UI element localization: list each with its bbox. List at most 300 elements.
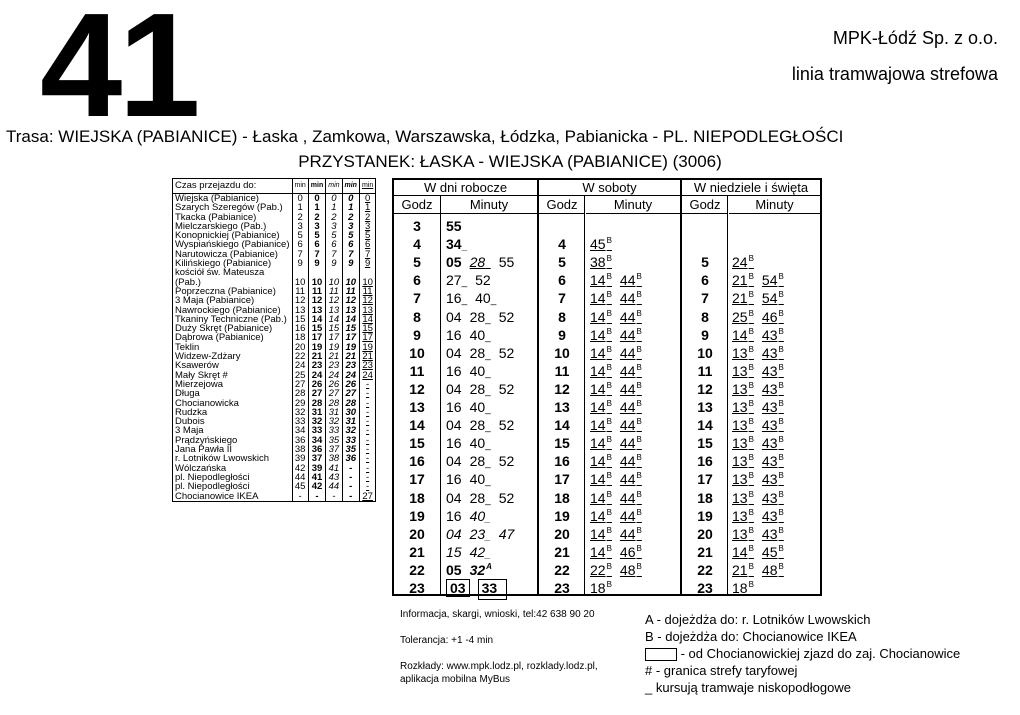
travel-time: 26 xyxy=(308,380,325,389)
minute-footnote: B xyxy=(748,453,754,463)
travel-stop-name: r. Lotników Lwowskich xyxy=(173,454,293,463)
minute-value: 04 xyxy=(446,344,462,361)
departure-minute xyxy=(620,489,642,507)
minutes-cell xyxy=(446,253,522,271)
minute-value: 40 xyxy=(469,507,486,524)
minute-footnote: B xyxy=(606,453,612,463)
minute-footnote: B xyxy=(748,380,754,390)
minute-value: 28 xyxy=(469,254,486,271)
travel-time: 35 xyxy=(326,436,342,445)
minute-footnote: B xyxy=(778,308,784,318)
hour-cell: 9 xyxy=(701,326,709,343)
departure-minute xyxy=(590,308,612,326)
minute-value: 40 xyxy=(469,471,486,488)
minute-value: 16 xyxy=(446,290,462,307)
travel-time: - xyxy=(292,492,308,502)
minute-value: 43 xyxy=(761,507,778,524)
travel-time: - xyxy=(359,380,375,389)
hour-cell: 14 xyxy=(409,417,425,434)
travel-time: 2 xyxy=(326,213,342,222)
low-floor-mark: _ xyxy=(485,422,491,434)
travel-time: 37 xyxy=(308,454,325,463)
departure-minute xyxy=(446,344,462,362)
minute-footnote: B xyxy=(606,254,612,264)
minute-value: 54 xyxy=(761,272,778,289)
travel-time: 21 xyxy=(326,352,342,361)
minute-value: 16 xyxy=(446,471,462,488)
travel-time: 14 xyxy=(359,315,375,324)
legend-b: B - dojeżdża do: Chocianowice IKEA xyxy=(645,629,857,644)
departure-minute xyxy=(732,489,754,507)
minute-value: 13 xyxy=(732,399,748,415)
legend-box-row xyxy=(645,646,960,661)
minutes-cell xyxy=(732,289,792,307)
travel-time: 2 xyxy=(359,213,375,222)
travel-time: 27 xyxy=(326,389,342,398)
departure-minute xyxy=(732,434,754,452)
minutes-cell xyxy=(590,326,650,344)
minute-value: 44 xyxy=(619,471,636,488)
travel-stop-name: kościół św. Mateusza xyxy=(173,268,293,277)
minute-footnote: A xyxy=(486,561,492,571)
travel-time: 33 xyxy=(342,436,359,445)
minute-value: 52 xyxy=(475,272,491,289)
minute-footnote: B xyxy=(636,543,642,553)
travel-stop-name: Prądzyńskiego xyxy=(173,436,293,445)
departure-minute xyxy=(590,253,612,271)
departure-minute xyxy=(732,398,754,416)
minute-value: 52 xyxy=(498,453,515,470)
minute-value: 05 xyxy=(446,254,462,271)
departure-minute xyxy=(620,344,642,362)
minute-footnote: B xyxy=(636,507,642,517)
minutes-cell xyxy=(590,525,650,543)
minute-footnote: B xyxy=(778,272,784,282)
route-description: Trasa: WIEJSKA (PABIANICE) - Łaska , Zamkowa, Warszawska, Łódzka, Pabianicka - PL. NIEPODLEGŁOŚCI xyxy=(6,127,844,146)
stop-title: PRZYSTANEK: ŁASKA - WIEJSKA (PABIANICE) (3006) xyxy=(298,152,722,171)
travel-time: 11 xyxy=(342,287,359,296)
minutes-cell xyxy=(446,507,499,525)
travel-time: 24 xyxy=(342,371,359,380)
minute-value: 28 xyxy=(469,417,486,434)
hour-cell: 10 xyxy=(554,344,570,361)
minute-footnote: B xyxy=(606,525,612,535)
minute-value: 44 xyxy=(619,417,636,434)
minute-value: 43 xyxy=(761,453,778,470)
travel-time: 9 xyxy=(292,259,308,268)
minute-value: 15 xyxy=(446,543,462,560)
travel-time: 15 xyxy=(326,324,342,333)
low-floor-mark: _ xyxy=(485,259,491,271)
low-floor-mark: _ xyxy=(485,548,491,560)
travel-time-table xyxy=(172,178,376,502)
minutes-cell xyxy=(446,308,522,326)
hour-cell: 5 xyxy=(701,254,709,271)
hour-cell: 8 xyxy=(701,308,709,325)
departure-minute xyxy=(446,217,462,235)
minutes-cell xyxy=(446,470,499,488)
travel-time: 11 xyxy=(326,287,342,296)
travel-time: 19 xyxy=(359,343,375,352)
travel-time: - xyxy=(359,473,375,482)
minute-value: 44 xyxy=(619,290,636,307)
minute-value: 43 xyxy=(761,525,778,542)
minutes-cell xyxy=(590,579,620,597)
departure-minute xyxy=(732,271,754,289)
departure-minute xyxy=(446,470,462,488)
minute-value: 04 xyxy=(446,525,462,542)
departure-minute xyxy=(732,561,754,579)
minute-value: 21 xyxy=(732,290,748,307)
minute-value: 28 xyxy=(469,489,486,506)
minute-value: 40 xyxy=(469,435,486,452)
hour-cell: 18 xyxy=(554,489,570,506)
hour-cell: 22 xyxy=(554,561,570,578)
minute-value: 13 xyxy=(732,362,748,379)
travel-time: 13 xyxy=(292,306,308,315)
travel-stop-name: Ksawerów xyxy=(173,361,293,370)
minute-footnote: B xyxy=(606,362,612,372)
minute-value: 04 xyxy=(446,417,462,434)
minute-value: 16 xyxy=(446,362,462,379)
travel-time: 23 xyxy=(342,361,359,370)
minute-footnote: B xyxy=(748,254,754,264)
minutes-cell xyxy=(446,561,500,579)
travel-time: 26 xyxy=(342,380,359,389)
travel-time: 21 xyxy=(342,352,359,361)
departure-minute xyxy=(590,344,612,362)
minute-value: 34 xyxy=(446,236,462,253)
departure-minute xyxy=(762,470,784,488)
minutes-cell xyxy=(446,326,499,344)
minute-value: 47 xyxy=(498,525,515,542)
travel-time: 20 xyxy=(292,343,308,352)
minute-value: 40 xyxy=(475,290,491,307)
travel-time: 3 xyxy=(292,222,308,231)
travel-stop-name: Wólczańska xyxy=(173,464,293,473)
travel-stop-name: Narutowicza (Pabianice) xyxy=(173,250,293,259)
travel-time: 3 xyxy=(359,222,375,231)
minute-footnote: B xyxy=(606,308,612,318)
minute-footnote: B xyxy=(606,507,612,517)
departure-minute xyxy=(762,561,784,579)
departure-minute xyxy=(446,525,462,543)
travel-time: 27 xyxy=(308,389,325,398)
minute-value: 23 xyxy=(469,525,486,542)
travel-stop-name: Kilińskiego (Pabianice) xyxy=(173,259,293,268)
minute-footnote: B xyxy=(748,362,754,372)
schedules-info-1: Rozkłady: www.mpk.lodz.pl, rozklady.lodz.pl, xyxy=(400,661,598,672)
travel-time: 0 xyxy=(292,194,308,204)
departure-minute xyxy=(620,525,642,543)
minute-footnote: B xyxy=(636,417,642,427)
saturday-hour-label: Godz xyxy=(539,196,585,214)
minute-value: 14 xyxy=(590,272,606,289)
travel-time: 2 xyxy=(308,213,325,222)
minutes-cell xyxy=(446,416,522,434)
departure-minute xyxy=(762,289,784,307)
hour-cell: 7 xyxy=(413,290,421,307)
minute-footnote: B xyxy=(778,326,784,336)
low-floor-mark: _ xyxy=(497,585,503,596)
departure-minute xyxy=(499,344,515,362)
minute-value: 24 xyxy=(732,254,748,271)
travel-caption: Czas przejazdu do: xyxy=(173,179,293,194)
minute-value: 14 xyxy=(732,326,748,343)
travel-time: 6 xyxy=(292,240,308,249)
travel-time: 39 xyxy=(292,454,308,463)
travel-time: 13 xyxy=(326,306,342,315)
departure-minute xyxy=(590,543,612,561)
minute-value: 43 xyxy=(761,435,778,452)
travel-stop-name: Chocianowicka xyxy=(173,399,293,408)
low-floor-mark: _ xyxy=(485,512,491,524)
departure-minute xyxy=(590,380,612,398)
hour-cell: 10 xyxy=(409,344,425,361)
minute-value: 44 xyxy=(619,272,636,289)
departure-minute xyxy=(499,525,515,543)
departure-minute xyxy=(762,362,784,380)
travel-time: 2 xyxy=(342,213,359,222)
sunday-hour-label: Godz xyxy=(682,196,728,214)
minutes-cell xyxy=(732,308,792,326)
travel-time: - xyxy=(308,492,325,502)
low-floor-mark: _ xyxy=(461,241,468,253)
travel-time: 0 xyxy=(342,194,359,204)
departure-minute xyxy=(446,326,462,344)
minute-value: 04 xyxy=(446,489,462,506)
travel-time: 5 xyxy=(342,231,359,240)
hour-cell: 12 xyxy=(409,380,425,397)
departure-minute xyxy=(590,525,612,543)
minutes-cell xyxy=(590,235,620,253)
hour-cell: 6 xyxy=(558,272,566,289)
travel-time: 38 xyxy=(326,454,342,463)
minutes-cell xyxy=(590,452,650,470)
minutes-cell xyxy=(732,489,792,507)
minute-value: 16 xyxy=(446,435,462,452)
travel-time: 45 xyxy=(292,482,308,491)
travel-time: - xyxy=(326,492,342,502)
minute-value: 38 xyxy=(590,254,606,271)
minute-value: 13 xyxy=(732,417,748,434)
travel-time: 41 xyxy=(308,473,325,482)
travel-stop-name: Poprzeczna (Pabianice) xyxy=(173,287,293,296)
travel-time: 0 xyxy=(308,194,325,204)
departure-minute xyxy=(732,452,754,470)
hour-cell: 20 xyxy=(697,525,713,542)
minute-value: 46 xyxy=(619,543,636,560)
hour-cell: 9 xyxy=(413,326,421,343)
minute-footnote: B xyxy=(606,399,612,408)
hour-cell: 17 xyxy=(697,471,713,488)
travel-col-2: min xyxy=(308,179,325,194)
minute-footnote: B xyxy=(606,380,612,390)
minute-value: 44 xyxy=(619,344,636,361)
travel-time: 10 xyxy=(326,278,342,287)
hour-cell: 11 xyxy=(554,362,570,379)
travel-time: 25 xyxy=(292,371,308,380)
travel-time: - xyxy=(359,426,375,435)
travel-time: 9 xyxy=(326,259,342,268)
weekday-minutes-label: Minuty xyxy=(441,196,537,214)
travel-time: 10 xyxy=(308,278,325,287)
minute-footnote: B xyxy=(606,435,612,445)
departure-minute xyxy=(762,271,784,289)
minute-value: 14 xyxy=(590,399,606,415)
travel-time: 18 xyxy=(292,333,308,342)
hour-cell: 19 xyxy=(409,507,425,524)
minute-value: 25 xyxy=(732,308,748,325)
travel-time: 1 xyxy=(342,203,359,212)
departure-minute xyxy=(620,416,642,434)
travel-time: - xyxy=(342,473,359,482)
travel-time: 12 xyxy=(359,296,375,305)
minute-footnote: B xyxy=(636,489,642,499)
low-floor-mark: _ xyxy=(485,367,491,379)
travel-time: 10 xyxy=(342,278,359,287)
minutes-cell xyxy=(590,470,650,488)
minute-footnote: B xyxy=(748,507,754,517)
hour-cell: 7 xyxy=(701,290,709,307)
minute-value: 48 xyxy=(619,561,636,578)
departure-minute xyxy=(620,452,642,470)
travel-time: - xyxy=(359,417,375,426)
travel-time: 9 xyxy=(359,259,375,268)
travel-time: 43 xyxy=(326,473,342,482)
travel-stop-name: Duży Skręt (Pabianice) xyxy=(173,324,293,333)
minute-footnote: B xyxy=(748,435,754,445)
travel-time: 0 xyxy=(359,194,375,204)
minutes-cell xyxy=(446,579,515,597)
travel-time: 44 xyxy=(326,482,342,491)
minute-value: 43 xyxy=(761,417,778,434)
hour-cell: 14 xyxy=(697,417,713,434)
saturday-minutes-label: Minuty xyxy=(586,196,680,214)
departure-minute xyxy=(446,362,462,380)
travel-stop-name: Wyspiańskiego (Pabianice) xyxy=(173,240,293,249)
hour-cell: 8 xyxy=(558,308,566,325)
minute-value: 42 xyxy=(469,543,486,560)
minute-value: 45 xyxy=(590,236,606,253)
minutes-cell xyxy=(446,289,504,307)
low-floor-mark: _ xyxy=(485,349,491,361)
travel-time: 33 xyxy=(326,426,342,435)
minutes-cell xyxy=(446,235,475,253)
minute-value: 05 xyxy=(446,561,462,578)
departure-minute xyxy=(732,416,754,434)
travel-stop-name: Dąbrowa (Pabianice) xyxy=(173,333,293,342)
travel-time: 7 xyxy=(308,250,325,259)
minutes-cell xyxy=(732,507,792,525)
sunday-minutes-label: Minuty xyxy=(729,196,820,214)
minute-value: 14 xyxy=(590,453,606,470)
hour-cell: 21 xyxy=(409,543,425,560)
minute-footnote: B xyxy=(778,362,784,372)
travel-stop-name: (Pab.) xyxy=(173,278,293,287)
departure-minute xyxy=(590,579,612,597)
minute-footnote: B xyxy=(636,399,642,408)
minutes-cell xyxy=(732,561,792,579)
minute-value: 14 xyxy=(590,326,606,343)
hour-cell: 22 xyxy=(697,561,713,578)
travel-time: 11 xyxy=(308,287,325,296)
hour-cell: 12 xyxy=(554,380,570,397)
travel-time: 17 xyxy=(359,333,375,342)
travel-time: 3 xyxy=(308,222,325,231)
minute-footnote: B xyxy=(606,272,612,282)
minutes-cell xyxy=(590,380,650,398)
travel-time: - xyxy=(359,408,375,417)
minute-footnote: B xyxy=(778,507,784,517)
departure-minute xyxy=(590,362,612,380)
travel-stop-name: Konopnickiej (Pabianice) xyxy=(173,231,293,240)
travel-time: 35 xyxy=(342,445,359,454)
travel-time: - xyxy=(359,399,375,408)
travel-stop-name: Dubois xyxy=(173,417,293,426)
minute-footnote: B xyxy=(778,489,784,499)
travel-time: 27 xyxy=(292,380,308,389)
minutes-cell xyxy=(446,543,499,561)
travel-time: 31 xyxy=(342,417,359,426)
travel-stop-name: Teklin xyxy=(173,343,293,352)
travel-time: 10 xyxy=(292,278,308,287)
minutes-cell xyxy=(590,289,650,307)
minute-footnote: B xyxy=(636,362,642,372)
travel-time: 38 xyxy=(292,445,308,454)
travel-time: 34 xyxy=(308,436,325,445)
travel-time: 15 xyxy=(342,324,359,333)
travel-time: 6 xyxy=(326,240,342,249)
departure-minute xyxy=(446,398,462,416)
minute-footnote: B xyxy=(636,326,642,336)
minute-value: 04 xyxy=(446,308,462,325)
departure-minute xyxy=(446,543,462,561)
minute-footnote: B xyxy=(606,489,612,499)
travel-time: - xyxy=(359,464,375,473)
travel-stop-name: Chocianowice IKEA xyxy=(173,492,293,502)
travel-stop-name: Widzew-Zdżary xyxy=(173,352,293,361)
hour-divider xyxy=(440,196,441,594)
minute-value: 40 xyxy=(469,362,486,379)
minute-value: 55 xyxy=(446,218,462,234)
minute-value: 44 xyxy=(619,525,636,542)
minute-footnote: B xyxy=(606,236,612,246)
departure-minute xyxy=(732,253,754,271)
departure-minute xyxy=(762,380,784,398)
hour-cell: 11 xyxy=(409,362,425,379)
minute-value: 14 xyxy=(590,435,606,452)
low-floor-mark: _ xyxy=(485,476,491,488)
travel-time: 17 xyxy=(342,333,359,342)
minute-value: 45 xyxy=(761,543,778,560)
departure-minute xyxy=(762,398,784,416)
travel-time: 24 xyxy=(326,371,342,380)
travel-time: 12 xyxy=(326,296,342,305)
tolerance-info: Tolerancja: +1 -4 min xyxy=(400,635,494,646)
travel-time: 6 xyxy=(359,240,375,249)
minute-value: 16 xyxy=(446,326,462,343)
minute-footnote: B xyxy=(606,561,612,571)
departure-minute xyxy=(762,308,784,326)
travel-time: 32 xyxy=(326,417,342,426)
travel-time: 13 xyxy=(359,306,375,315)
minute-value: 48 xyxy=(761,561,778,578)
hour-cell: 13 xyxy=(697,399,713,415)
travel-time: 7 xyxy=(359,250,375,259)
minute-value: 44 xyxy=(619,380,636,397)
departure-minute xyxy=(478,579,507,600)
